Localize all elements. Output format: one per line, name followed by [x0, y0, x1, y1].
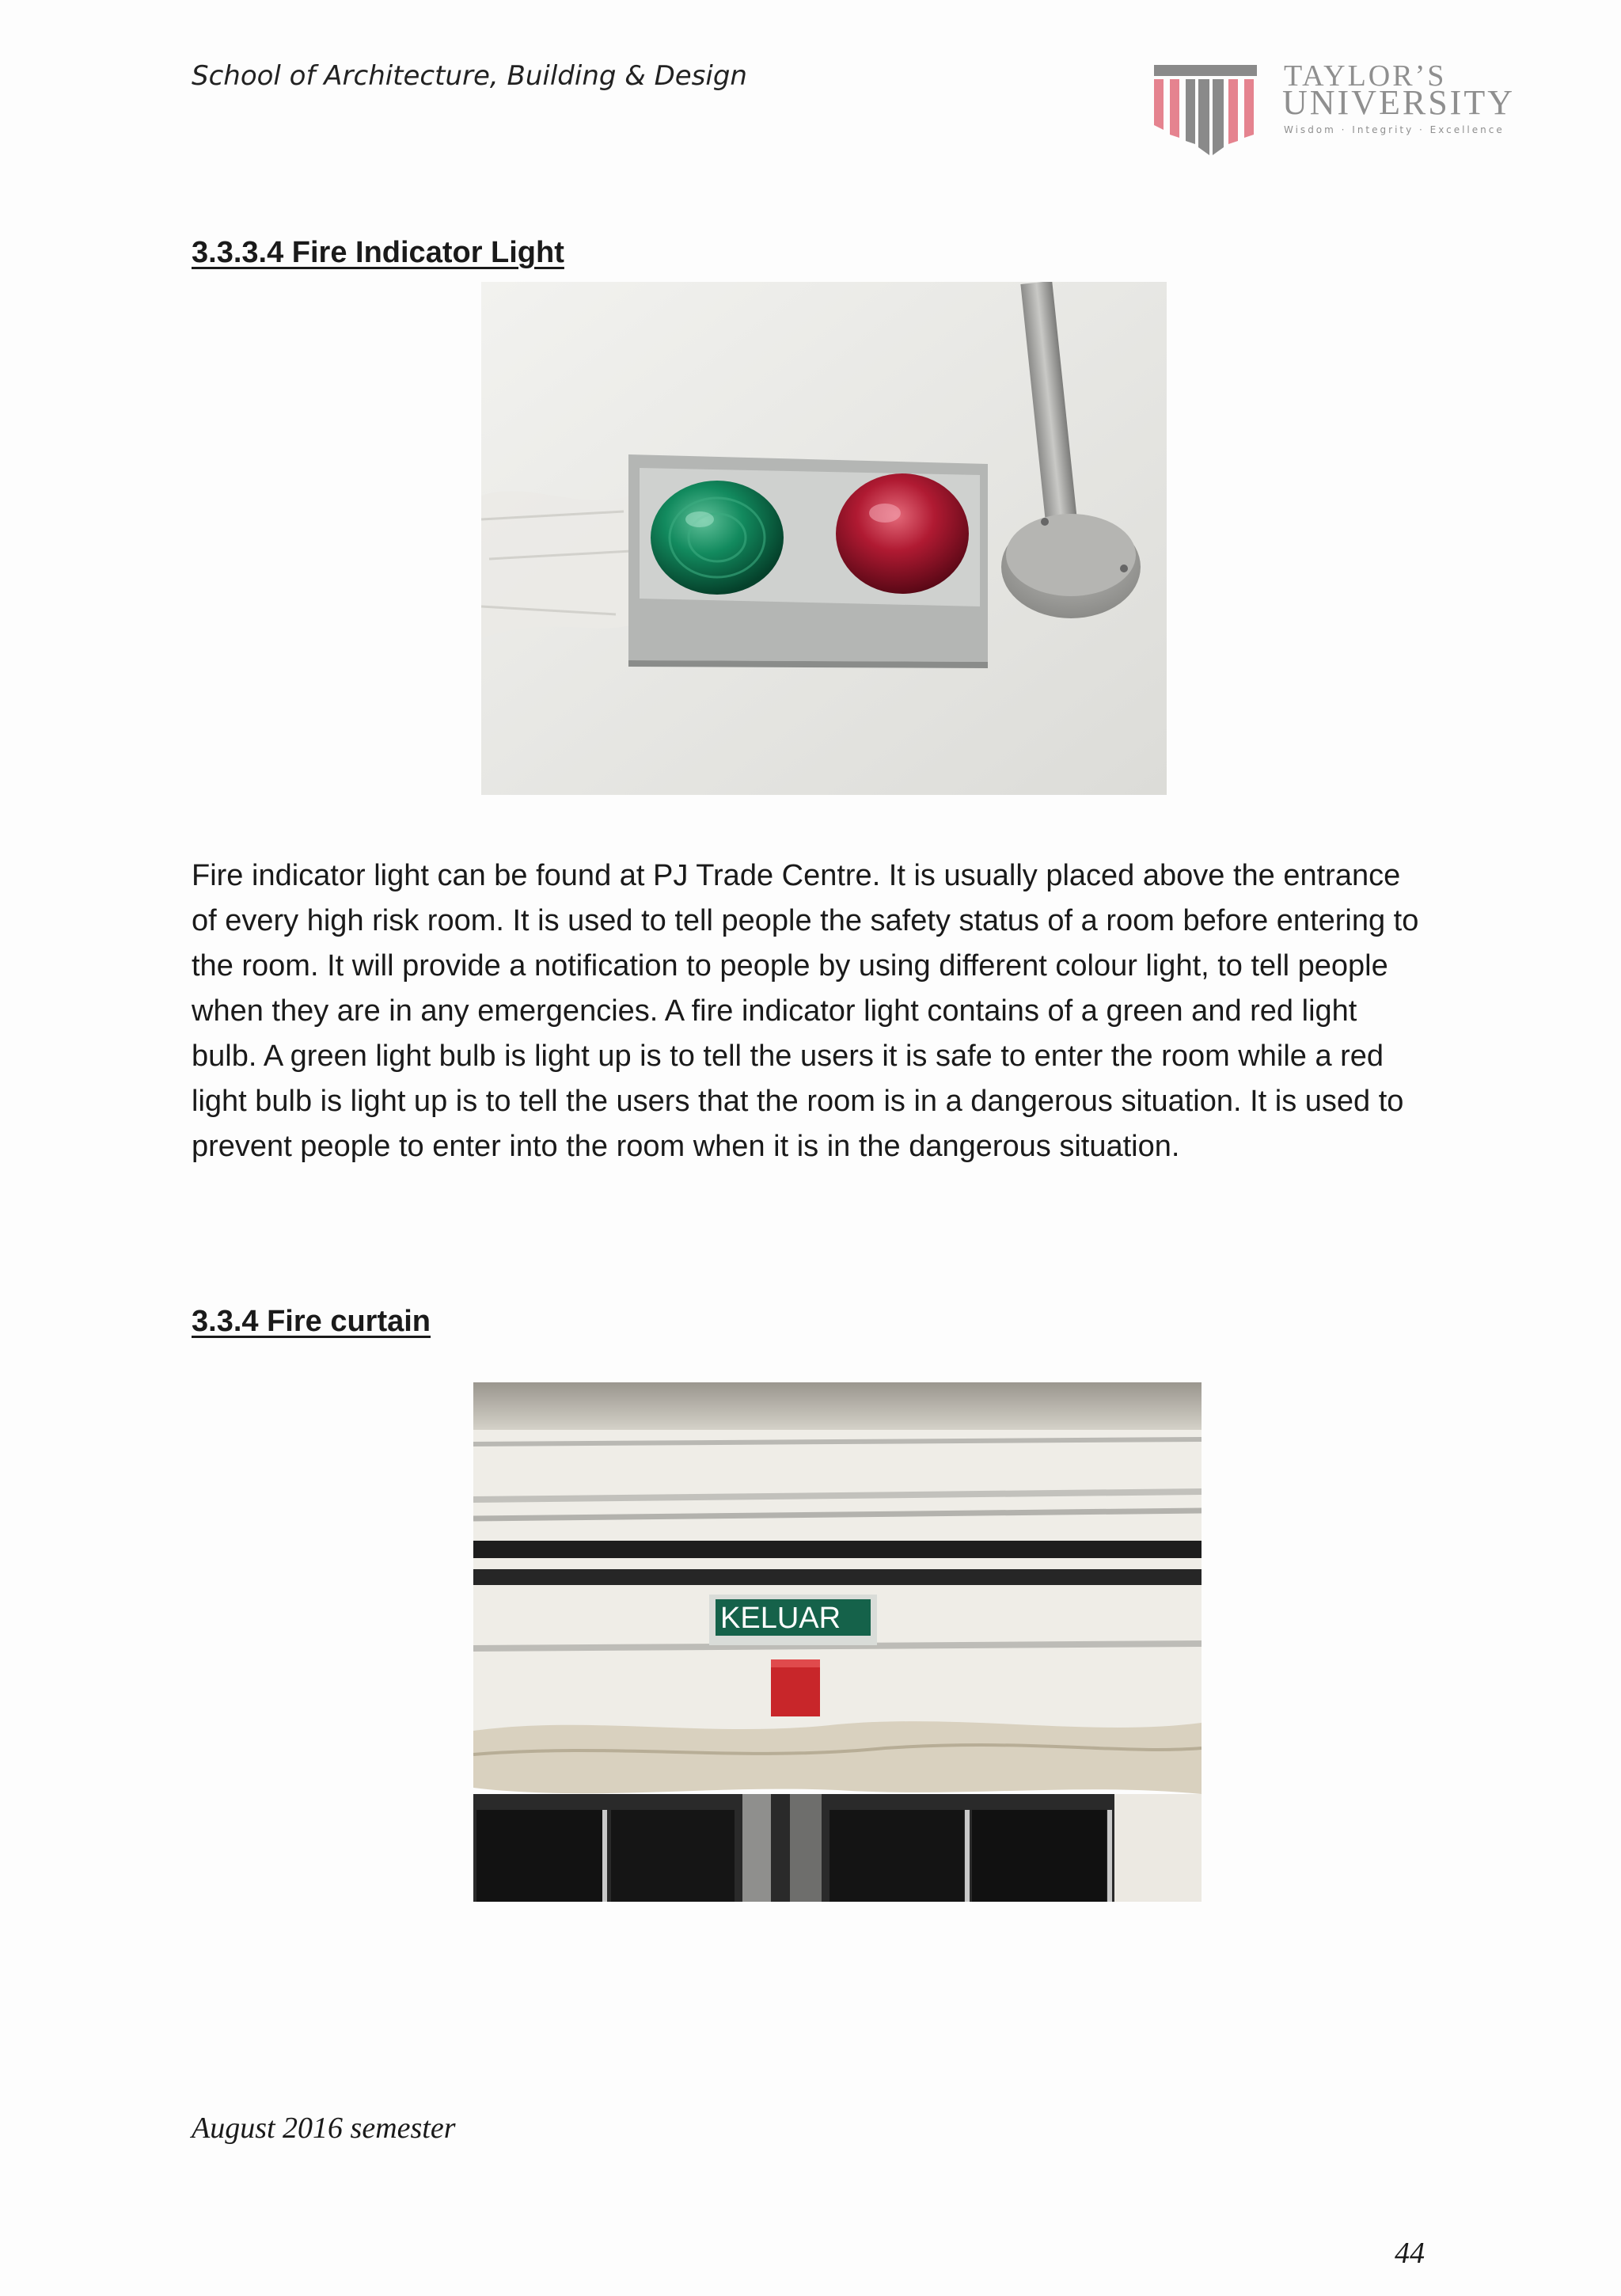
fire-curtain-photo [473, 1382, 1202, 1902]
footer-semester: August 2016 semester [192, 2112, 456, 2145]
logo-tagline: Wisdom · Integrity · Excellence [1284, 124, 1505, 135]
page-number: 44 [1395, 2237, 1425, 2270]
fire-indicator-description: Fire indicator light can be found at PJ Trade Centre. It is usually placed above the entrance of every high risk room. It is used to tell people the safety status of a room before entering to the room. It will provide a notification to people by using different colour light, to tell people when they are in any emergencies. A fire indicator light contains of a green and red light bulb. A green light bulb is light up is to tell the users it is safe to enter the room while a red light bulb is light up is to tell the users that the room is in a dangerous situation. It is used to prevent people to enter into the room when it is in the dangerous situation. [192, 859, 1419, 1163]
section-heading-fire-indicator-light: 3.3.3.4 Fire Indicator Light [192, 236, 564, 269]
university-logo-mark [1152, 62, 1271, 157]
fire-indicator-light-photo [481, 282, 1167, 795]
section-heading-fire-curtain: 3.3.4 Fire curtain [192, 1305, 431, 1338]
logo-name-line1: TAYLOR’S [1284, 59, 1447, 93]
logo-name-line2: UNIVERSITY [1282, 83, 1515, 122]
header-school-name: School of Architecture, Building & Design [192, 60, 747, 92]
exit-sign-text: KELUAR [720, 1602, 841, 1635]
